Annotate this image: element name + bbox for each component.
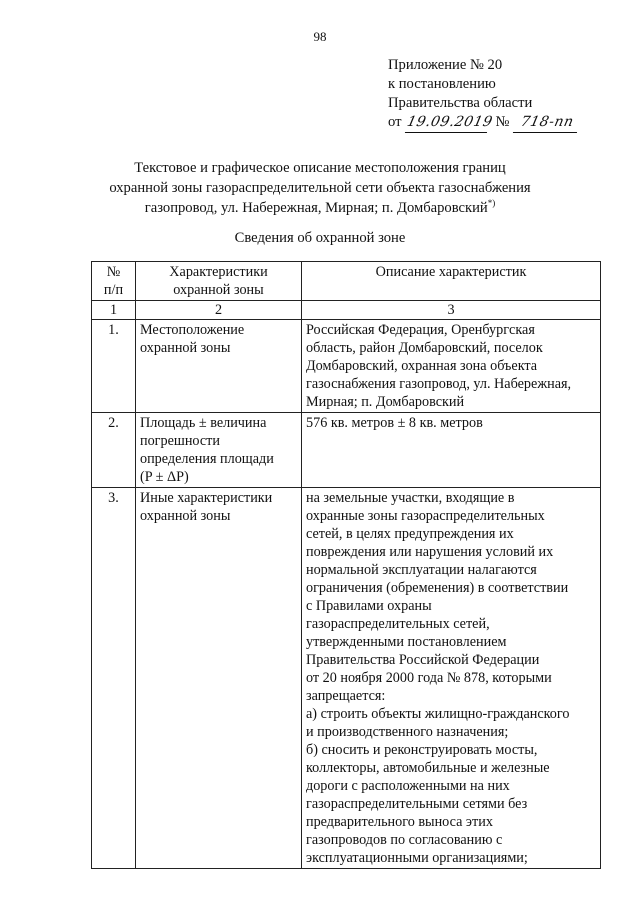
appendix-date-number-line — [388, 113, 579, 133]
document-title — [0, 158, 640, 218]
table-index-row — [92, 301, 601, 320]
row-characteristic: Иные характеристики охранной зоны — [136, 488, 302, 869]
zone-info-table — [91, 261, 601, 869]
handwritten-number: 718-пп — [513, 113, 581, 133]
table-row — [92, 488, 601, 869]
page-number: 98 — [313, 29, 327, 44]
table-row — [92, 413, 601, 488]
section-subtitle: Сведения об охранной зоне — [234, 230, 406, 246]
index-cell-3: 3 — [302, 301, 601, 320]
table-row — [92, 320, 601, 413]
footnote-mark: *) — [487, 198, 496, 209]
title-line-2: охранной зоны газораспределительной сети объекта газоснабжения — [109, 180, 531, 196]
appendix-block — [388, 56, 579, 133]
header-description: Описание характеристик — [302, 262, 601, 301]
row-characteristic: Площадь ± величина погрешности определения площади (P ± ΔP) — [136, 413, 302, 488]
title-line-1: Текстовое и графическое описание местоположения границ — [134, 160, 506, 176]
appendix-line-government: Правительства области — [388, 95, 533, 111]
row-number: 1. — [92, 320, 136, 413]
from-label: от — [388, 114, 402, 130]
appendix-line-resolution: к постановлению — [388, 76, 496, 92]
number-label: № — [495, 114, 510, 130]
row-description: на земельные участки, входящие в охранные зоны газораспределительных сетей, в целях предупреждения их повреждения или нарушения условий их нормальной эксплуатации налагаются ограничения (обременения) в соответствии с Правилами охраны газораспределительных сетей, утвержденными постановлением Правительства Российской Федерации от 20 ноября 2000 года № 878, которыми запрещается: а) строить объекты жилищно-гражданского и производственного назначения; б) сносить и реконструировать мосты, коллекторы, автомобильные и железные дороги с расположенными на них газораспределительными сетями без предварительного выноса этих газопроводов по согласованию с эксплуатационными организациями; — [302, 488, 601, 869]
row-number: 2. — [92, 413, 136, 488]
appendix-title: Приложение № 20 — [388, 57, 503, 73]
title-line-3-text: газопровод, ул. Набережная, Мирная; п. Домбаровский — [144, 200, 488, 216]
row-description: Российская Федерация, Оренбургская область, район Домбаровский, поселок Домбаровский, охранная зона объекта газоснабжения газопровод, ул. Набережная, Мирная; п. Домбаровский — [302, 320, 601, 413]
index-cell-1: 1 — [92, 301, 136, 320]
index-cell-2: 2 — [136, 301, 302, 320]
row-characteristic: Местоположение охранной зоны — [136, 320, 302, 413]
row-number: 3. — [92, 488, 136, 869]
header-characteristic: Характеристики охранной зоны — [136, 262, 302, 301]
title-line-3 — [0, 198, 640, 218]
header-number: № п/п — [92, 262, 136, 301]
table-header-row — [92, 262, 601, 301]
row-description: 576 кв. метров ± 8 кв. метров — [302, 413, 601, 488]
handwritten-date: 19.09.2019 — [405, 113, 491, 133]
